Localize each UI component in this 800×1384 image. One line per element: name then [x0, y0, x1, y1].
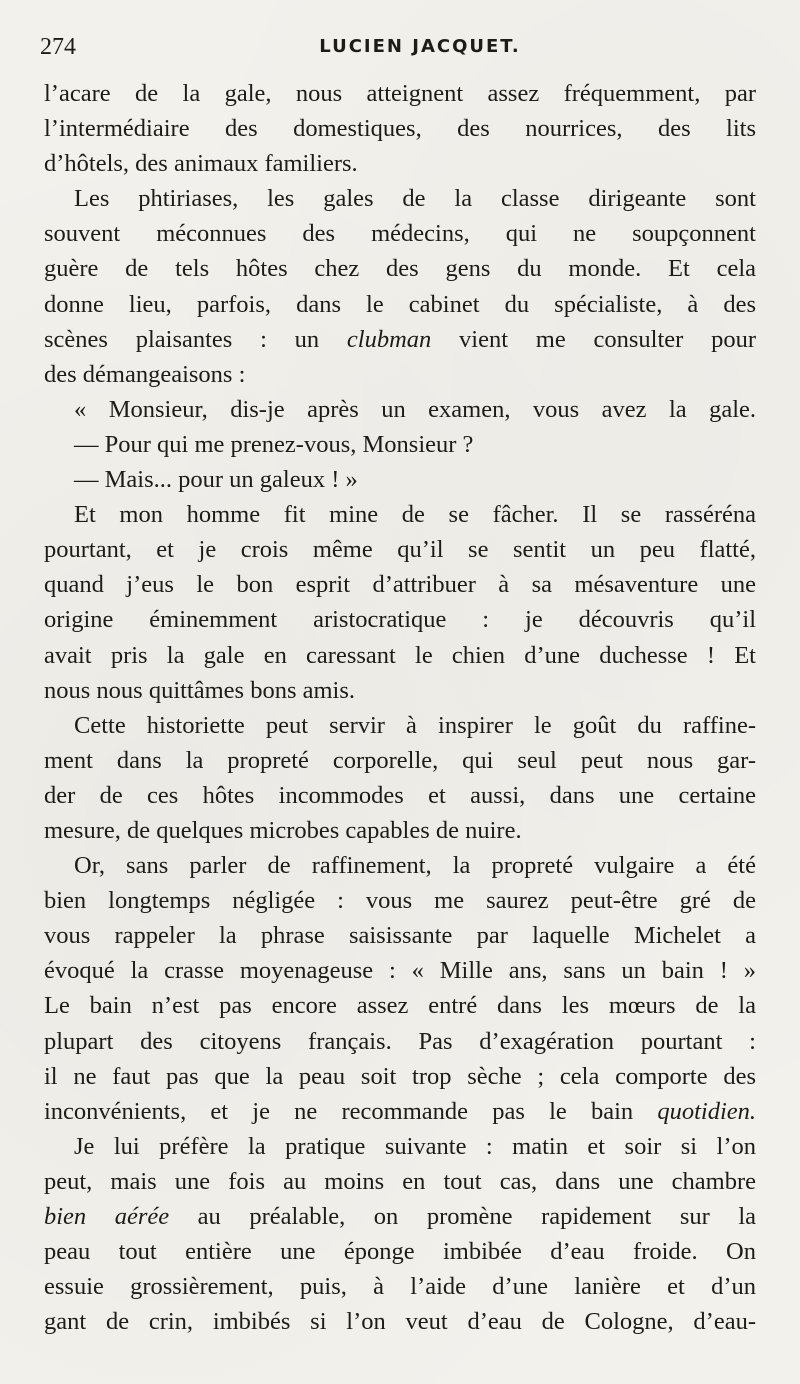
text-line: quand j’eus le bon esprit d’attribuer à sa mésaventure une [44, 571, 756, 599]
text-line: bien longtemps négligée : vous me saurez peut-être gré de [44, 887, 756, 915]
text-line: d’hôtels, des animaux familiers. [44, 150, 358, 178]
italic-word: clubman [346, 325, 432, 353]
text-line: pourtant, et je crois même qu’il se sentit un peu flatté, [44, 536, 756, 564]
text-line: nous nous quittâmes bons amis. [44, 676, 356, 704]
text-line: mesure, de quelques microbes capables de nuire. [44, 816, 522, 844]
page-number: 274 [40, 34, 76, 60]
text-line: l’intermédiaire des domestiques, des nourrices, des lits [44, 115, 756, 143]
text-line: évoqué la crasse moyenageuse : « Mille ans, sans un bain ! » [44, 957, 756, 985]
text-line: Le bain n’est pas encore assez entré dans les mœurs de la [44, 992, 756, 1020]
text-line: avait pris la gale en caressant le chien d’une duchesse ! Et [44, 641, 756, 669]
dialogue-line: « Monsieur, dis-je après un examen, vous avez la gale. [74, 395, 756, 423]
text-line: des démangeaisons : [44, 360, 246, 388]
body-text [44, 76, 756, 1339]
text-line [44, 322, 756, 357]
paragraph-start-line: Et mon homme fit mine de se fâcher. Il se rasséréna [74, 501, 756, 529]
italic-phrase: bien aérée [44, 1203, 170, 1230]
text-line [44, 1094, 756, 1129]
paragraph-start-line: Or, sans parler de raffinement, la propreté vulgaire a été [74, 852, 756, 880]
text-run: inconvénients, et je ne recommande pas le bain [44, 1097, 658, 1125]
dialogue-line: — Pour qui me prenez-vous, Monsieur ? [74, 430, 474, 458]
text-line: guère de tels hôtes chez des gens du monde. Et cela [44, 255, 756, 283]
text-run: scènes plaisantes : un [44, 325, 347, 353]
text-line: peau tout entière une éponge imbibée d’eau froide. On [44, 1238, 756, 1266]
paragraph-start-line: Je lui préfère la pratique suivante : matin et soir si l’on [74, 1132, 756, 1160]
text-line: der de ces hôtes incommodes et aussi, dans une certaine [44, 781, 756, 809]
text-line: vous rappeler la phrase saisissante par laquelle Michelet a [44, 922, 756, 950]
running-title: LUCIEN JACQUET. [319, 36, 521, 57]
text-line [44, 1199, 756, 1234]
text-line: essuie grossièrement, puis, à l’aide d’une lanière et d’un [44, 1273, 756, 1301]
paragraph-start-line: Les phtiriases, les gales de la classe dirigeante sont [74, 185, 756, 213]
dialogue-line: — Mais... pour un galeux ! » [74, 466, 358, 494]
paragraph-start-line: Cette historiette peut servir à inspirer le goût du raffine- [74, 711, 756, 739]
text-run: au préalable, on promène rapidement sur la [169, 1203, 756, 1230]
running-header [40, 34, 760, 68]
text-line: ment dans la propreté corporelle, qui seul peut nous gar- [44, 746, 756, 774]
italic-word: quotidien. [657, 1097, 756, 1125]
text-line: origine éminemment aristocratique : je découvris qu’il [44, 606, 756, 634]
text-line: plupart des citoyens français. Pas d’exagération pourtant : [44, 1027, 756, 1055]
text-line: gant de crin, imbibés si l’on veut d’eau de Cologne, d’eau- [44, 1308, 756, 1336]
text-line: souvent méconnues des médecins, qui ne soupçonnent [44, 220, 756, 248]
text-line: peut, mais une fois au moins en tout cas, dans une chambre [44, 1167, 756, 1195]
text-line: il ne faut pas que la peau soit trop sèche ; cela comporte des [44, 1062, 756, 1090]
text-line: l’acare de la gale, nous atteignent assez fréquemment, par [44, 80, 756, 107]
text-run: vient me consulter pour [431, 325, 756, 353]
text-line: donne lieu, parfois, dans le cabinet du spécialiste, à des [44, 290, 756, 318]
